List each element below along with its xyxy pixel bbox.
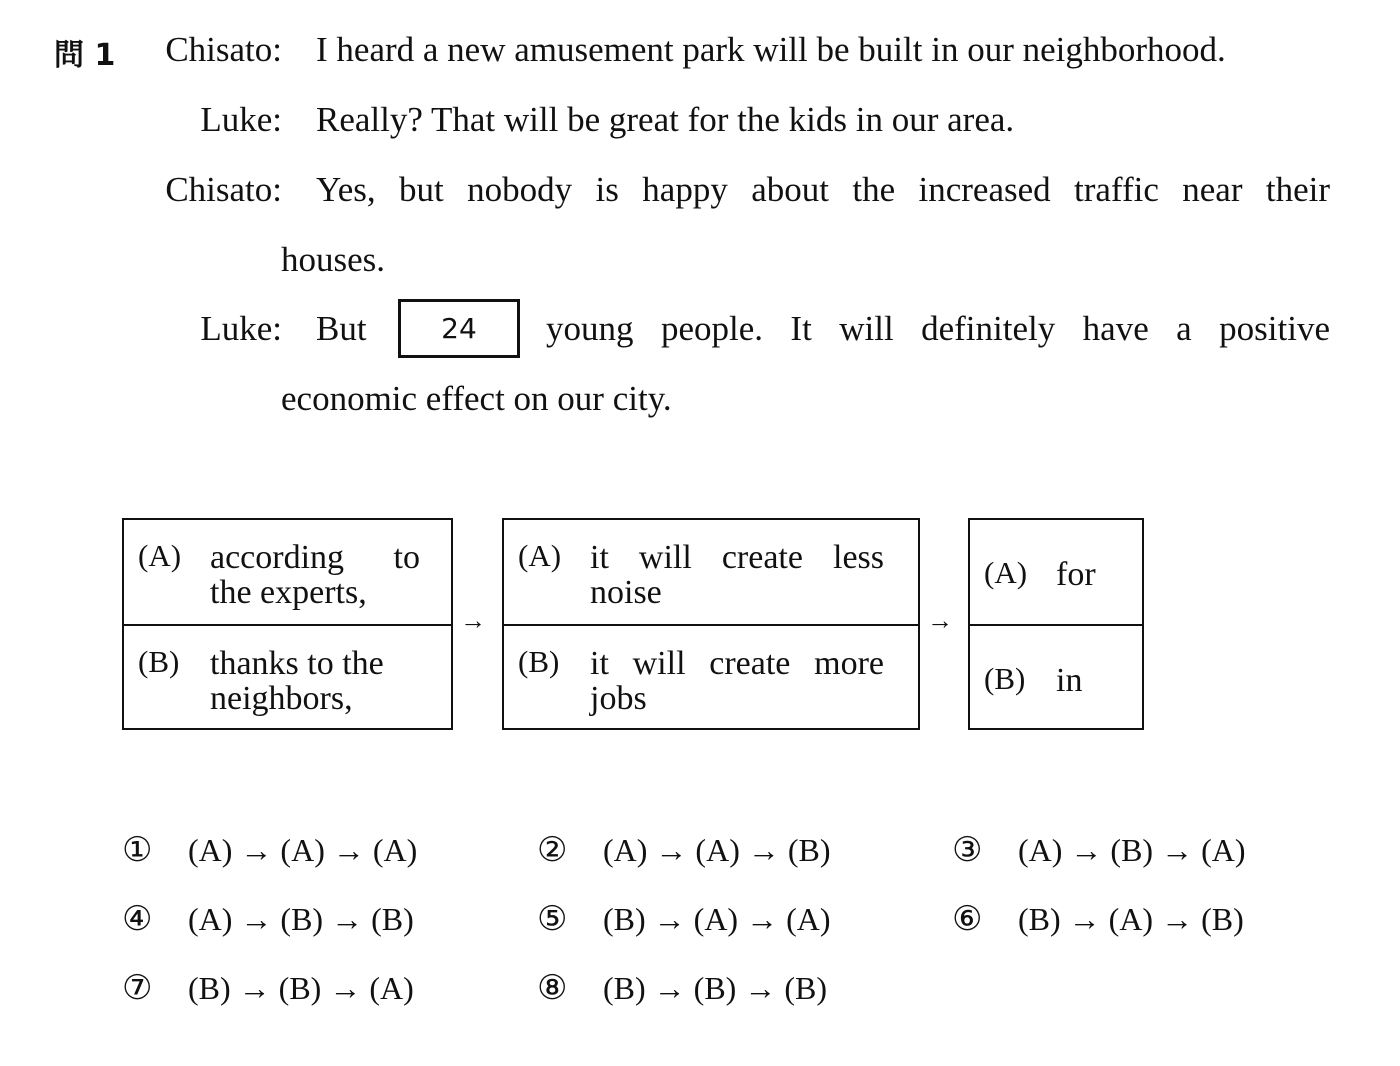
answer-option-4[interactable]: [122, 899, 414, 939]
answer-option-3[interactable]: [952, 830, 1246, 870]
option-sequence: (B) → (B) → (B): [603, 970, 827, 1006]
arrow-icon: →: [460, 606, 486, 635]
choice-box-3-option-a: [970, 520, 1142, 626]
option-text: in: [1056, 662, 1083, 699]
dialogue-line-1: I heard a new amusement park will be built in our neighborhood.: [316, 30, 1226, 69]
option-number: ⑥: [952, 899, 983, 939]
option-text: the experts,: [210, 574, 367, 611]
choice-box-2-option-a: [504, 520, 918, 626]
option-sequence: (A) → (B) → (B): [188, 901, 414, 937]
dialogue-line-4-cont: economic effect on our city.: [281, 379, 672, 418]
arrow-icon: →: [927, 606, 953, 635]
option-number: ①: [122, 830, 153, 870]
answer-option-7[interactable]: [122, 968, 414, 1008]
option-sequence: (B) → (A) → (A): [603, 901, 831, 937]
answer-option-2[interactable]: [537, 830, 831, 870]
dialogue-line-3-cont: houses.: [281, 240, 386, 279]
option-label-b: (B): [984, 661, 1026, 696]
option-number: ⑤: [537, 899, 568, 939]
option-sequence: (A) → (A) → (B): [603, 832, 831, 868]
option-number: ③: [952, 830, 983, 870]
choice-box-3-option-b: [970, 626, 1142, 728]
option-label-b: (B): [518, 644, 560, 679]
answer-option-8[interactable]: [537, 968, 827, 1008]
choice-box-2-option-b: [504, 626, 918, 728]
option-label-b: (B): [138, 644, 180, 679]
option-text: jobs: [590, 680, 647, 717]
option-sequence: (A) → (A) → (A): [188, 832, 418, 868]
answer-option-1[interactable]: [122, 830, 417, 870]
option-number: ⑧: [537, 968, 568, 1008]
choice-box-1-option-a: [124, 520, 451, 626]
dialogue-line-2: Really? That will be great for the kids in our area.: [316, 100, 1015, 139]
option-label-a: (A): [984, 555, 1028, 590]
option-text: for: [1056, 556, 1096, 593]
speaker-luke-1: Luke:: [200, 100, 282, 139]
option-number: ⑦: [122, 968, 153, 1008]
choice-box-1-option-b: [124, 626, 451, 728]
option-sequence: (B) → (B) → (A): [188, 970, 414, 1006]
option-number: ②: [537, 830, 568, 870]
answer-blank-24[interactable]: 24: [398, 299, 520, 358]
option-label-a: (A): [518, 538, 562, 573]
option-sequence: (A) → (B) → (A): [1018, 832, 1246, 868]
choice-box-2: [502, 518, 920, 730]
option-text: noise: [590, 574, 662, 611]
speaker-chisato-2: Chisato:: [165, 170, 282, 209]
answer-option-5[interactable]: [537, 899, 831, 939]
option-sequence: (B) → (A) → (B): [1018, 901, 1244, 937]
choice-box-1: [122, 518, 453, 730]
option-text: thanks to the: [210, 645, 384, 682]
option-text: it will create more: [590, 645, 884, 682]
choice-box-3: [968, 518, 1144, 730]
option-text: neighbors,: [210, 680, 353, 717]
option-number: ④: [122, 899, 153, 939]
option-text: according to: [210, 539, 420, 576]
option-label-a: (A): [138, 538, 182, 573]
dialogue-line-3: Yes, but nobody is happy about the increased traffic near their: [316, 170, 1330, 209]
question-number: 問 1: [54, 38, 116, 73]
dialogue-line-4-end: young people. It will definitely have a positive: [546, 309, 1330, 348]
option-text: it will create less: [590, 539, 884, 576]
speaker-luke-2: Luke:: [200, 309, 282, 348]
speaker-chisato-1: Chisato:: [165, 30, 282, 69]
answer-option-6[interactable]: [952, 899, 1244, 939]
dialogue-line-4-start: But: [316, 309, 367, 348]
